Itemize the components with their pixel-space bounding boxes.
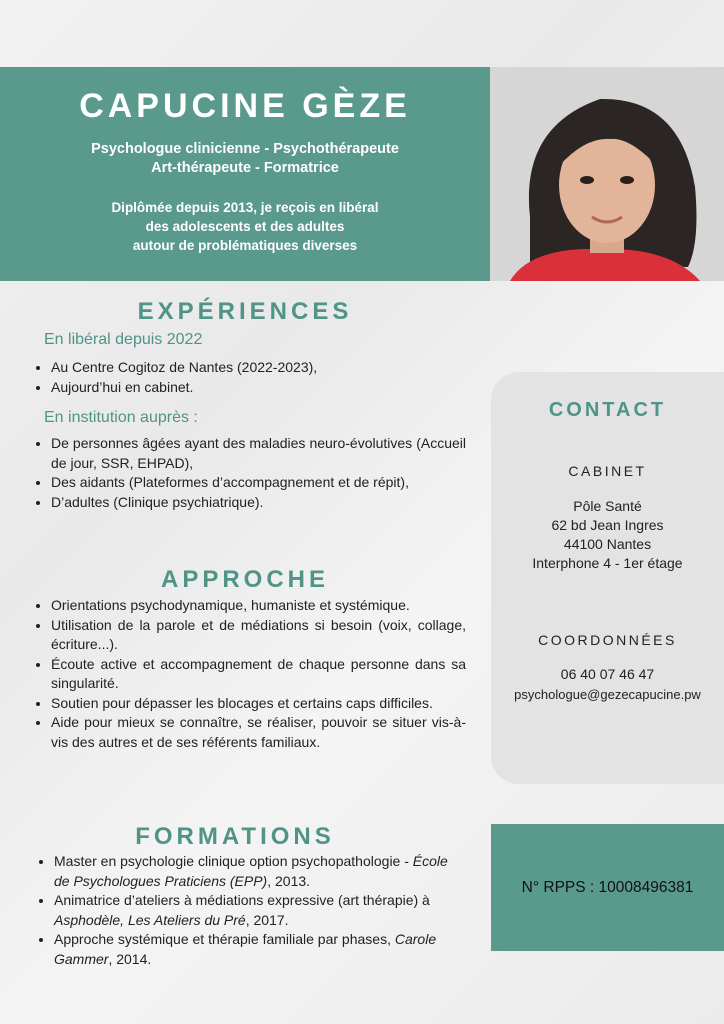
portrait-photo <box>490 67 724 281</box>
professional-titles <box>0 140 490 178</box>
contact-title: CONTACT <box>548 399 667 421</box>
formation-text: Animatrice d’ateliers à médiations expressive (art thérapie) à <box>54 892 430 908</box>
person-name: CAPUCINE GÈZE <box>79 87 411 125</box>
subsection-liberal: En libéral depuis 2022 <box>44 331 203 348</box>
intro-text <box>0 198 490 255</box>
formations-list <box>36 852 466 969</box>
intro-line: des adolescents et des adultes <box>145 219 345 234</box>
list-item: • Soutien pour dépasser les blocages et certains caps difficiles. <box>51 694 466 714</box>
address-line: Interphone 4 - 1er étage <box>532 555 683 571</box>
coordonnees-heading: COORDONNÉES <box>538 632 677 648</box>
address-line: 62 bd Jean Ingres <box>551 517 664 533</box>
address-line: Pôle Santé <box>573 498 642 514</box>
institution-list <box>33 434 466 512</box>
list-item: • D’adultes (Clinique psychiatrique). <box>51 493 466 513</box>
address-line: 44100 Nantes <box>563 536 652 552</box>
subsection-institution: En institution auprès : <box>44 409 198 426</box>
liberal-list <box>33 358 466 397</box>
list-item: • Aujourd’hui en cabinet. <box>51 378 466 398</box>
formation-year: , 2013. <box>267 872 311 889</box>
list-item: • Orientations psychodynamique, humaniste et systémique. <box>51 596 466 616</box>
list-item <box>54 930 466 969</box>
formation-year: , 2017. <box>245 911 289 928</box>
list-item: • Écoute active et accompagnement de chaque personne dans sa singularité. <box>51 655 466 694</box>
list-item: • Au Centre Cogitoz de Nantes (2022-2023), <box>51 358 466 378</box>
contact-card <box>491 372 724 784</box>
header-band <box>0 67 490 281</box>
section-title-formations: FORMATIONS <box>135 823 335 850</box>
rpps-number: N° RPPS : 10008496381 <box>521 878 694 896</box>
list-item: • Aide pour mieux se connaître, se réaliser, pouvoir se situer vis-à-vis des autres et de ses référents familiaux. <box>51 713 466 752</box>
phone-number[interactable]: 06 40 07 46 47 <box>560 666 655 682</box>
email-address[interactable]: psychologue@gezecapucine.pw <box>514 687 701 702</box>
list-item: • Utilisation de la parole et de médiations si besoin (voix, collage, écriture...). <box>51 616 466 655</box>
list-item: • De personnes âgées ayant des maladies neuro-évolutives (Accueil de jour, SSR, EHPAD), <box>51 434 466 473</box>
list-item <box>54 891 466 930</box>
list-item: • Des aidants (Plateformes d’accompagnement et de répit), <box>51 473 466 493</box>
cabinet-heading: CABINET <box>568 463 647 479</box>
formation-year: , 2014. <box>108 950 152 967</box>
title-line: Art-thérapeute - Formatrice <box>151 160 339 176</box>
formation-school: École de Psychologues Praticiens (EPP) <box>54 853 448 889</box>
intro-line: autour de problématiques diverses <box>132 238 358 253</box>
formation-text: Master en psychologie clinique option psychopathologie - <box>54 853 413 869</box>
approche-list <box>33 596 466 752</box>
intro-line: Diplômée depuis 2013, je reçois en libéral <box>111 200 379 215</box>
section-title-approche: APPROCHE <box>160 566 330 593</box>
rpps-box <box>491 824 724 951</box>
section-title-experiences: EXPÉRIENCES <box>137 298 353 325</box>
list-item <box>54 852 466 891</box>
portrait-illustration <box>490 67 724 281</box>
title-line: Psychologue clinicienne - Psychothérapeute <box>91 141 399 157</box>
formation-school: Asphodèle, Les Ateliers du Pré <box>54 911 246 928</box>
formation-text: Approche systémique et thérapie familiale par phases, <box>54 931 395 947</box>
formation-school: Carole Gammer <box>54 931 437 967</box>
